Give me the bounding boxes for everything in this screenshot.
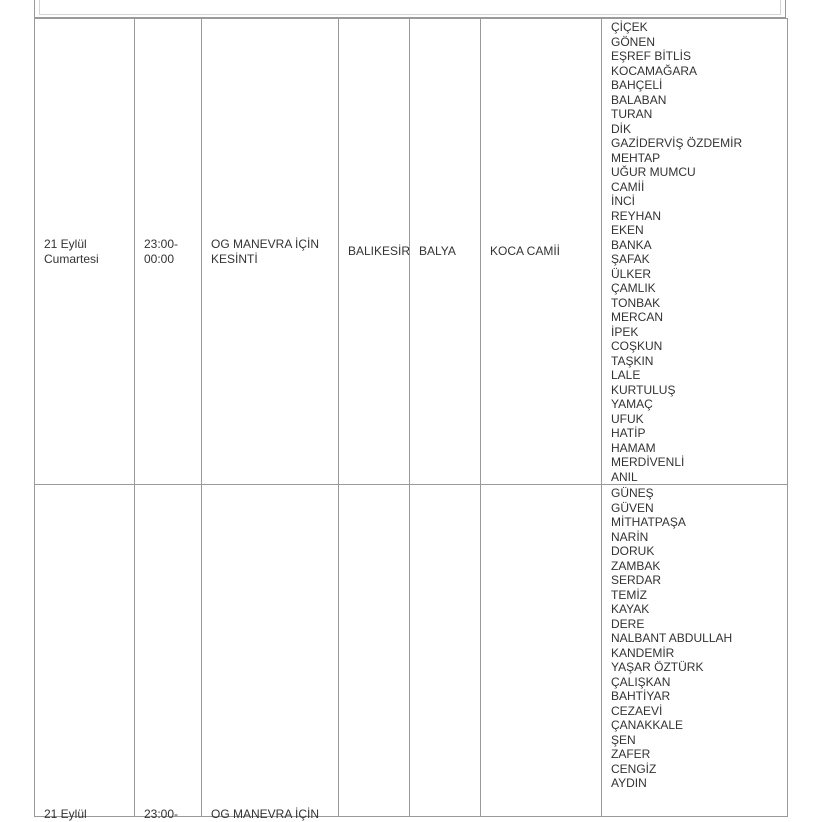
previous-row-inner-border	[39, 0, 781, 15]
neighborhood-item: MİTHATPAŞA	[611, 515, 686, 529]
neighborhood-item: YAŞAR ÖZTÜRK	[611, 660, 704, 674]
neighborhood-item: KAYAK	[611, 602, 650, 616]
neighborhood-item: ŞEN	[611, 732, 636, 747]
neighborhood-item: UFUK	[611, 411, 644, 426]
time-cell	[135, 19, 202, 485]
neighborhood-item: ÜLKER	[611, 266, 652, 281]
neighborhood-item: EŞREF BİTLİS	[611, 49, 692, 63]
neighborhood-item: ANIL	[611, 469, 638, 484]
neighborhood-item: DERE	[611, 616, 645, 631]
reason-cell	[202, 19, 339, 485]
date-cell	[35, 19, 135, 485]
time-end: 00:00	[144, 251, 175, 266]
neighborhood-item: CAMİİ	[611, 179, 645, 194]
neighborhood-item: SERDAR	[611, 573, 662, 587]
table-row	[35, 485, 788, 817]
outage-table	[34, 18, 788, 821]
neighborhood-item: HATİP	[611, 426, 646, 440]
neighborhood-item: TEMİZ	[611, 587, 647, 602]
neighborhood-item: MERDİVENLİ	[611, 455, 685, 469]
neighborhood-item: BAHTİYAR	[611, 689, 671, 703]
neighborhood-item: TONBAK	[611, 295, 661, 310]
previous-row-remnant	[34, 0, 786, 18]
neighborhood-item: AYDIN	[611, 776, 647, 790]
neighborhood-item: DORUK	[611, 544, 655, 558]
neighborhood-item: GÜNEŞ	[611, 486, 654, 500]
neighborhood-item: BANKA	[611, 237, 652, 252]
neighborhood-item: İNCİ	[611, 194, 635, 208]
neighborhood-item: KOCAMAĞARA	[611, 63, 698, 78]
neighborhood-item: CENGİZ	[611, 761, 657, 776]
neighborhood-item: ÇALIŞKAN	[611, 674, 671, 689]
district-cell	[410, 485, 481, 817]
neighborhood-item: ŞAFAK	[611, 252, 650, 266]
neighborhood-item: EKEN	[611, 223, 644, 237]
neighborhood-item: ZAFER	[611, 747, 651, 761]
neighborhood-item: NARİN	[611, 529, 649, 544]
neighborhood-item: ZAMBAK	[611, 558, 661, 573]
area-cell: KOCA CAMİİ	[481, 19, 602, 485]
neighborhood-item: GÖNEN	[611, 34, 656, 49]
neighborhood-item: ÇİÇEK	[611, 20, 648, 34]
neighborhood-item: ÇAMLIK	[611, 281, 656, 295]
district-cell: BALYA	[410, 19, 481, 485]
date-weekday: Cumartesi	[44, 251, 99, 266]
neighborhood-item: MERCAN	[611, 310, 664, 324]
neighborhood-item: COŞKUN	[611, 339, 663, 353]
neighborhood-item: CEZAEVİ	[611, 703, 663, 718]
province-cell: BALIKESİR	[339, 19, 410, 485]
neighborhoods-cell	[602, 19, 788, 485]
neighborhood-item: KURTULUŞ	[611, 382, 676, 397]
neighborhood-item: ÇANAKKALE	[611, 718, 684, 732]
neighborhood-item: BAHÇELİ	[611, 78, 663, 92]
neighborhood-item: HAMAM	[611, 440, 656, 455]
date-day: 21 Eylül	[44, 236, 87, 251]
time-start: 23:00-	[144, 807, 179, 821]
neighborhood-item: DİK	[611, 121, 632, 136]
reason-line-2: KESİNTİ	[211, 251, 258, 266]
neighborhood-item: UĞUR MUMCU	[611, 165, 696, 179]
neighborhood-item: NALBANT ABDULLAH	[611, 631, 733, 645]
neighborhood-item: REYHAN	[611, 208, 662, 223]
neighborhood-item: GÜVEN	[611, 500, 654, 515]
neighborhood-item: YAMAÇ	[611, 397, 653, 411]
time-start: 23:00-	[144, 236, 179, 251]
neighborhood-item: BALABAN	[611, 92, 667, 107]
neighborhood-item: MEHTAP	[611, 150, 661, 165]
neighborhood-item: İPEK	[611, 324, 639, 339]
neighborhood-item: TAŞKIN	[611, 353, 654, 368]
table-row	[35, 19, 788, 485]
reason-line-1: OG MANEVRA İÇİN	[211, 807, 320, 821]
neighborhood-item: KANDEMİR	[611, 645, 675, 660]
time-cell	[135, 485, 202, 821]
reason-cell	[202, 485, 339, 821]
area-cell	[481, 485, 602, 817]
neighborhood-item: TURAN	[611, 107, 653, 121]
neighborhood-item: LALE	[611, 368, 641, 382]
reason-line-1: OG MANEVRA İÇİN	[211, 236, 320, 251]
province-cell	[339, 485, 410, 817]
neighborhood-item: GAZİDERVİŞ ÖZDEMİR	[611, 136, 743, 150]
date-cell	[35, 485, 135, 821]
date-day: 21 Eylül	[44, 807, 87, 821]
neighborhoods-cell	[602, 485, 788, 817]
